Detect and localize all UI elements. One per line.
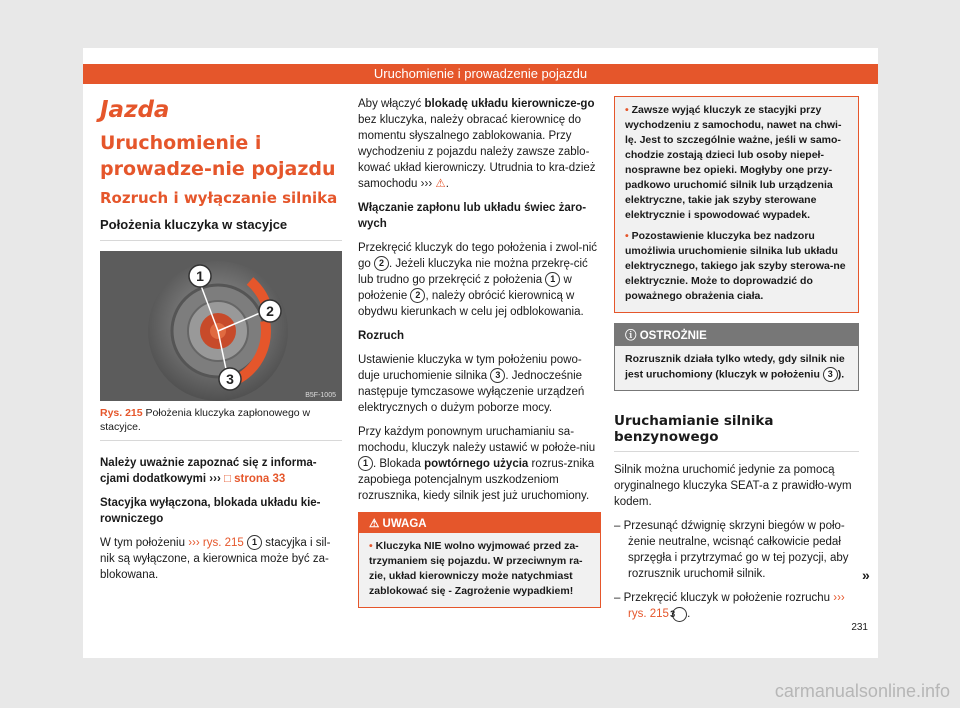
- position-marker: 3: [823, 367, 838, 382]
- text-span: , należy obrócić kierownicą w obydwu kierunkach w celu jej odblokowania.: [358, 290, 584, 318]
- continue-mark: »: [862, 567, 870, 583]
- warning-icon: ⚠: [369, 518, 380, 530]
- text-span: rozrus-znika zapobiega potencjalnym uszkodzeniom rozrusznika, kiedy silnik jest już uruchomiony.: [358, 458, 595, 502]
- position-marker: 2: [374, 256, 389, 271]
- ignition-figure: [100, 251, 342, 401]
- caption-text: Położenia kluczyka zapłonowego w stacyjce.: [100, 407, 311, 433]
- petrol-start-title: Uruchamianie silnika benzynowego: [614, 413, 859, 452]
- text-span: Przy każdym ponownym uruchamianiu sa-mochodu, kluczyk należy ustawić w położe-niu: [358, 426, 596, 454]
- rozruch-paragraph: [358, 352, 601, 416]
- position-marker: 3: [490, 368, 505, 383]
- column-3: [614, 96, 859, 630]
- warning-box: [358, 512, 601, 608]
- warning-body: [359, 533, 600, 607]
- position-marker: 2: [410, 288, 425, 303]
- step-item: – Przekręcić kluczyk w położenie rozruchu ››› rys. 215 3 .: [614, 592, 845, 621]
- position-marker: 1: [545, 272, 560, 287]
- position-marker: 1: [358, 456, 373, 471]
- figure-link[interactable]: rys. 215: [628, 608, 669, 621]
- stacyjka-paragraph: [100, 535, 342, 583]
- ignition-paragraph: [358, 240, 601, 320]
- figure-arrows: ›››: [833, 592, 845, 605]
- text-span: Ustawienie kluczyka w tym położeniu powo-duje uruchomienie silnika: [358, 354, 582, 382]
- step-text: Przekręcić kluczyk w położenie rozruchu: [623, 592, 831, 605]
- figure-code: B5F-1005: [305, 392, 336, 399]
- position-marker: 1: [247, 535, 262, 550]
- position-marker: 3: [672, 607, 687, 622]
- text-span: stacyjka i sil-nik są wyłączone, a kierownica może być za-blokowana.: [100, 537, 331, 581]
- warning-header: [359, 513, 600, 533]
- text-span: Rozrusznik działa tylko wtedy, gdy silnik nie jest uruchomiony (kluczyk w położeniu: [625, 353, 845, 381]
- bold-span: powtórnego użycia: [424, 458, 529, 470]
- bullet-icon: •: [625, 230, 629, 242]
- reference-paragraph: [100, 455, 342, 487]
- warning-text: Zawsze wyjąć kluczyk ze stacyjki przy wychodzeniu z samochodu, nawet na chwi-lę. Jest to szczególnie ważne, jeśli w samo-chodzie zostają dzieci lub osoby niepeł-nosprawne bez opieki. Mogłyby one przy-padkowo uruchomić silnik lub urządzenia elektryczne, takie jak szyby sterowane elektrycznie i spowodować wypadek.: [625, 104, 842, 221]
- caution-title: OSTROŻNIE: [639, 330, 707, 342]
- page-number: 231: [851, 622, 868, 633]
- column-1: [100, 96, 342, 591]
- subsection-title: Rozruch i wyłączanie silnika: [100, 189, 338, 207]
- caution-body: [615, 346, 858, 390]
- bullet-icon: •: [625, 104, 629, 116]
- warning-item: [625, 103, 848, 223]
- warning-title: UWAGA: [382, 518, 427, 530]
- bold-span: blokadę układu kierownicze-go: [424, 98, 595, 110]
- ignition-illustration: [100, 251, 342, 401]
- step-text: Przesunąć dźwignię skrzyni biegów w poło-żenie neutralne, wcisnąć całkowicie pedał sprzęgła i przytrzymać go w tej pozycji, aby rozrusznik uruchomił silnik.: [623, 520, 849, 581]
- warning-item: [625, 229, 848, 304]
- topic-title: Położenia kluczyka w stacyjce: [100, 216, 342, 241]
- step-item: – Przesunąć dźwignię skrzyni biegów w poło-żenie neutralne, wcisnąć całkowicie pedał sprzęgła i przytrzymać go w tej pozycji, aby rozrusznik uruchomił silnik.: [614, 520, 849, 581]
- reference-text: Należy uważnie zapoznać się z informa-cjami dodatkowymi: [100, 457, 317, 485]
- figure-number: Rys. 215: [100, 407, 143, 419]
- figure-arrows: ›››: [188, 537, 200, 549]
- page-link[interactable]: strona 33: [234, 473, 286, 485]
- text-span: W tym położeniu: [100, 537, 186, 549]
- ignition-heading: Włączanie zapłonu lub układu świec żaro-wych: [358, 202, 587, 230]
- text-span: bez kluczyka, należy obracać kierownicę do momentu słyszalnego zablokowania. Przy wychodzeniu z pojazdu należy zawsze zablo-kować układ kierowniczy. Utrudnia to kra-dzież samochodu: [358, 114, 596, 190]
- callout-1: 1: [196, 268, 204, 284]
- page-header: Uruchomienie i prowadzenie pojazdu: [83, 64, 878, 84]
- bullet-icon: •: [369, 540, 373, 552]
- caution-box: [614, 323, 859, 391]
- warning-continued-body: [615, 97, 858, 312]
- restart-paragraph: [358, 424, 601, 504]
- section-title: Uruchomienie i prowadze-nie pojazdu: [100, 132, 336, 180]
- warning-text: Kluczyka NIE wolno wyjmować przed za-trzymaniem się pojazdu. W przeciwnym ra-zie, układ kierowniczy może natychmiast zablokować się - Zagrożenie wypadkiem!: [369, 540, 583, 597]
- text-span: ).: [837, 368, 845, 381]
- figure-link[interactable]: rys. 215: [202, 537, 244, 549]
- column-2: [358, 96, 601, 608]
- watermark: carmanualsonline.info: [774, 681, 950, 701]
- warning-continued-box: [614, 96, 859, 313]
- text-span: Przekręcić kluczyk do tego położenia i zwol-nić go: [358, 242, 598, 270]
- reference-arrows: ›››: [420, 178, 433, 190]
- text-span: w położenie: [358, 274, 572, 302]
- text-span: . Blokada: [373, 458, 421, 470]
- warning-icon: ⚠: [435, 178, 446, 190]
- callout-3: 3: [226, 371, 234, 387]
- book-icon: □: [224, 473, 231, 485]
- steering-lock-paragraph: Aby włączyć blokadę układu kierownicze-go bez kluczyka, należy obracać kierownicę do momentu słyszalnego zablokowania. Przy wychodzeniu z pojazdu należy zawsze zablo-kować układ kierowniczy. Utrudnia to kra-dzież samochodu ››› ⚠.: [358, 98, 596, 190]
- warning-text: Pozostawienie kluczyka bez nadzoru umożliwia uruchomienie silnika lub układu elektrycznego, takiego jak szyby sterowa-ne elektrycznie. Może to doprowadzić do poważnego obrażenia ciała.: [625, 230, 846, 302]
- figure-caption: [100, 406, 342, 441]
- text-span: . Jednocześnie następuje tymczasowe wyłączenie urządzeń elektrycznych o dużym poborze mocy.: [358, 370, 585, 414]
- text-span: Aby włączyć: [358, 98, 422, 110]
- caution-header: [615, 324, 858, 346]
- reference-arrows: ›››: [209, 473, 221, 485]
- petrol-intro-paragraph: Silnik można uruchomić jedynie za pomocą oryginalnego kluczyka SEAT-a z prawidło-wym kodem.: [614, 464, 852, 509]
- callout-2: 2: [266, 303, 274, 319]
- chapter-title: Jazda: [100, 97, 170, 123]
- rozruch-heading: Rozruch: [358, 330, 404, 342]
- info-icon: ⓘ: [625, 330, 637, 342]
- stacyjka-heading: Stacyjka wyłączona, blokada układu kie-rowniczego: [100, 497, 321, 525]
- text-span: . Jeżeli kluczyka nie można przekrę-cić lub trudno go przekręcić z położenia: [358, 258, 588, 286]
